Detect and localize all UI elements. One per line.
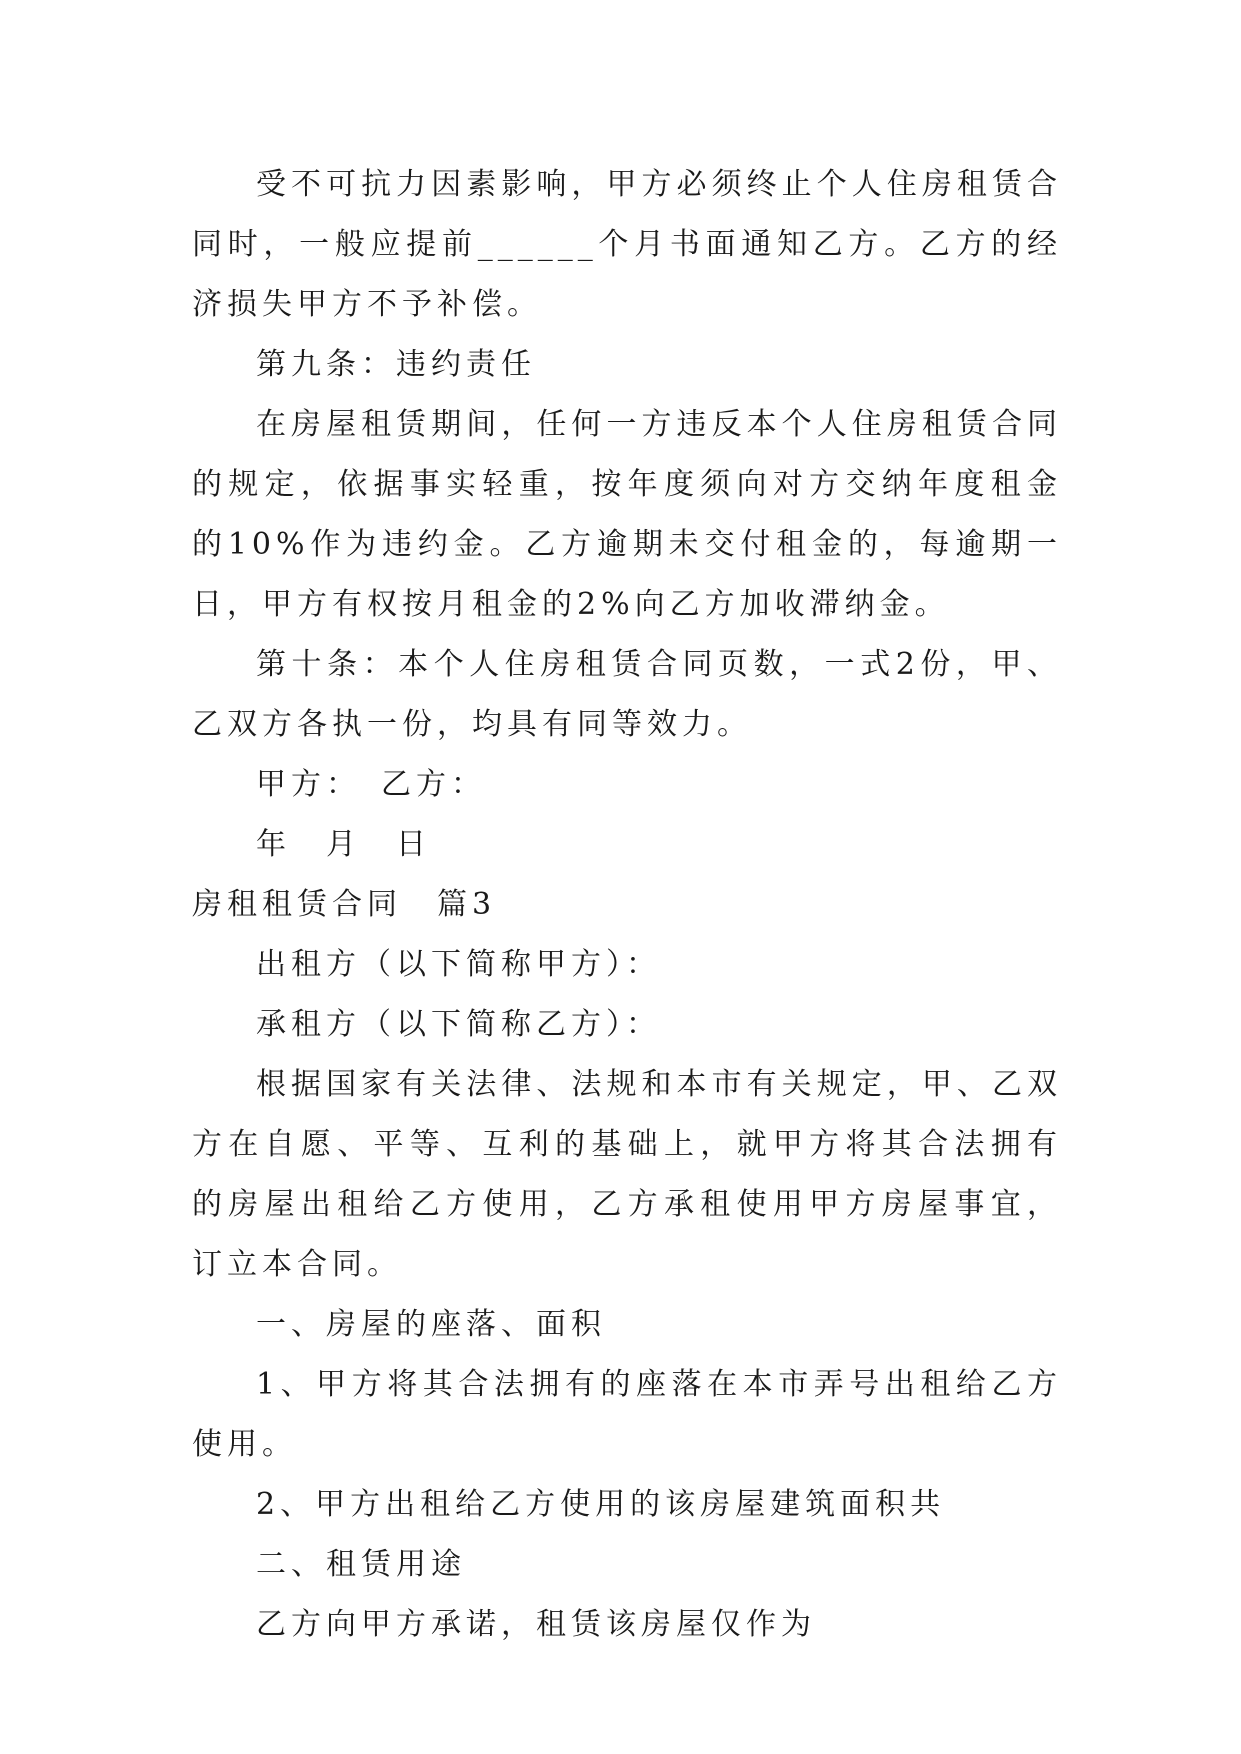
document-body: [192, 155, 1062, 1655]
clause-2-heading: 二、租赁用途: [256, 1547, 466, 1582]
clause-1-heading: 一、房屋的座落、面积: [256, 1307, 606, 1342]
lessee-line: 承租方（以下简称乙方）：: [256, 1007, 661, 1042]
article-9-heading: 第九条：违约责任: [256, 347, 536, 382]
clause-1-item-1: 1、甲方将其合法拥有的座落在本市弄号出租给乙方使用。: [192, 1367, 1062, 1462]
clause-2-paragraph: 乙方向甲方承诺，租赁该房屋仅作为: [256, 1607, 816, 1642]
paragraph-preamble: 根据国家有关法律、法规和本市有关规定，甲、乙双方在自愿、平等、互利的基础上，就甲方将其合法拥有的房屋出租给乙方使用，乙方承租使用甲方房屋事宜，订立本合同。: [192, 1067, 1062, 1282]
article-10-paragraph: 第十条：本个人住房租赁合同页数，一式2份，甲、乙双方各执一份，均具有同等效力。: [192, 647, 1062, 742]
paragraph-force-majeure: 受不可抗力因素影响，甲方必须终止个人住房租赁合同时，一般应提前______个月书面通知乙方。乙方的经济损失甲方不予补偿。: [192, 167, 1062, 322]
clause-1-item-2: 2、甲方出租给乙方使用的该房屋建筑面积共: [256, 1487, 946, 1522]
signature-date: 年 月 日: [256, 827, 431, 862]
lessor-line: 出租方（以下简称甲方）：: [256, 947, 661, 982]
signature-parties: 甲方： 乙方：: [256, 767, 486, 802]
paragraph-breach-liability: 在房屋租赁期间，任何一方违反本个人住房租赁合同的规定，依据事实轻重，按年度须向对方交纳年度租金的10%作为违约金。乙方逾期未交付租金的，每逾期一日，甲方有权按月租金的2%向乙方加收滞纳金。: [192, 407, 1062, 622]
section-title-part-3: 房租租赁合同 篇3: [192, 887, 497, 922]
